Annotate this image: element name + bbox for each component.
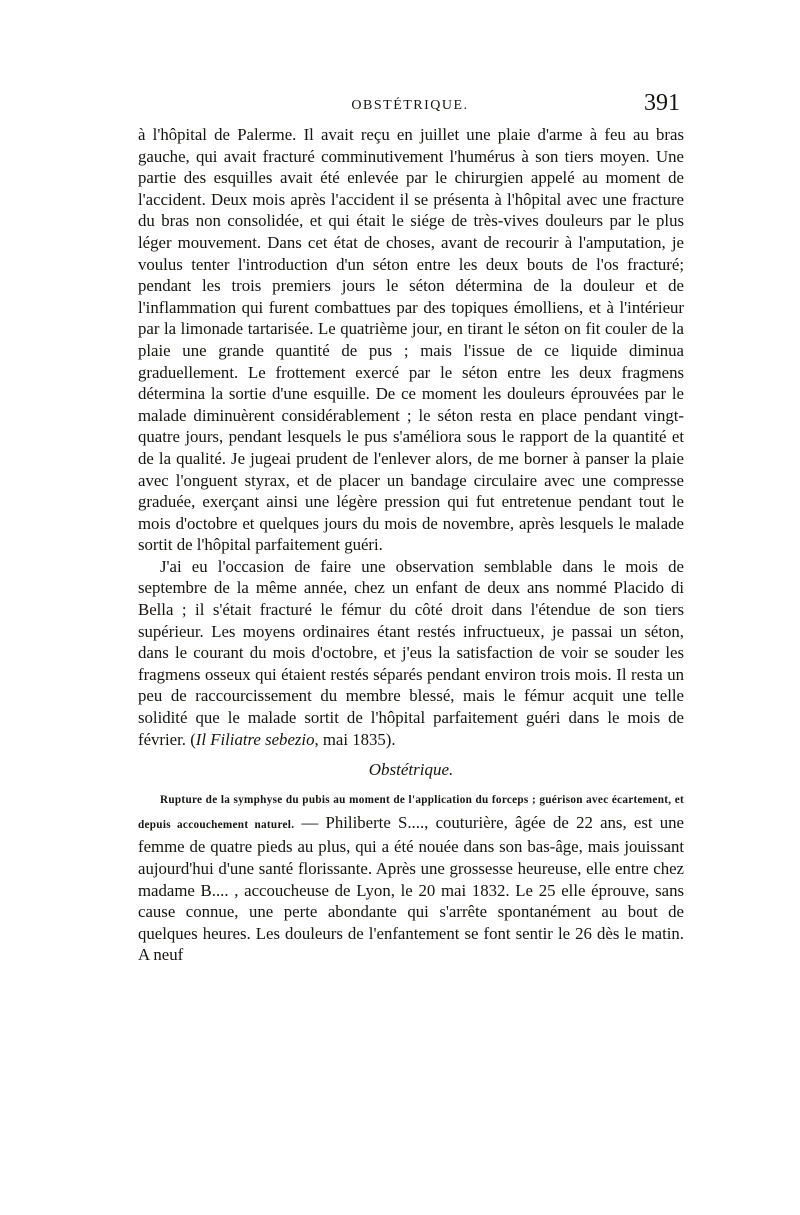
paragraph [138, 124, 684, 556]
article-title: Rupture de la symphyse du pubis au moment de l'application du forceps ; guérison avec écartement, et depuis accouchement naturel. [138, 794, 684, 831]
article-paragraph [138, 787, 684, 966]
running-head: OBSTÉTRIQUE. [351, 98, 469, 113]
article-text: — Philiberte S...., couturière, âgée de 22 ans, est une femme de quatre pieds au plus, qui a été nouée dans son bas-âge, mais jouissant aujourd'hui d'une santé florissante. Après une grossesse heureuse, elle entre chez madame B.... , accoucheuse de Lyon, le 20 mai 1832. Le 25 elle éprouve, sans cause connue, une perte abondante qui s'arrête spontanément au bout de quelques heures. Les douleurs de l'enfantement se font sentir le 26 dès le matin. A neuf [138, 812, 684, 965]
citation-open: ( [190, 729, 196, 749]
body-text [138, 124, 684, 966]
citation: Il Filiatre sebezio [195, 729, 315, 749]
paragraph-text: J'ai eu l'occasion de faire une observation semblable dans le mois de septembre de la même année, chez un enfant de deux ans nommé Placido di Bella ; il s'était fracturé le fémur du côté droit dans l'étendue de son tiers supérieur. Les moyens ordinaires étant restés infructueux, je passai un séton, dans le courant du mois d'octobre, et j'eus la satisfaction de voir se souder les fragmens osseux qui étaient restés séparés pendant environ trois mois. Il resta un peu de raccourcissement du membre blessé, mais le fémur acquit une telle solidité que le malade sortit de l'hôpital parfaitement guéri dans le mois de février. [138, 556, 684, 749]
page-number: 391 [644, 90, 680, 116]
paragraph [138, 556, 684, 750]
citation-close: , mai 1835). [314, 729, 396, 749]
paragraph-text: à l'hôpital de Palerme. Il avait reçu en juillet une plaie d'arme à feu au bras gauche, qui avait fracturé comminutivement l'humérus à son tiers moyen. Une partie des esquilles avait été enlevée par le chirurgien appelé au moment de l'accident. Deux mois après l'accident il se présenta à l'hôpital avec une fracture du bras non consolidée, et qui était le siége de très-vives douleurs par le plus léger mouvement. Dans cet état de choses, avant de recourir à l'amputation, je voulus tenter l'introduction d'un séton entre les deux bouts de l'os fracturé; pendant les trois premiers jours le séton détermina de la douleur et de l'inflammation qui furent combattues par des topiques émolliens, et à l'intérieur par la limonade tartarisée. Le quatrième jour, en tirant le séton on fit couler de la plaie une grande quantité de pus ; mais l'issue de ce liquide diminua graduellement. Le frottement exercé par le séton entre les deux fragmens détermina la sortie d'une esquille. De ce moment les douleurs éprouvées par le malade diminuèrent considérablement ; le séton resta en place pendant vingt-quatre jours, pendant lesquels le pus s'améliora sous le rapport de la quantité et de la qualité. Je jugeai prudent de l'enlever alors, de me borner à panser la plaie avec l'onguent styrax, et de placer un bandage circulaire avec une compresse graduée, exerçant ainsi une légère pression qui fut entretenue pendant tout le mois d'octobre et quelques jours du mois de novembre, après lesquels le malade sortit de l'hôpital parfaitement guéri. [138, 125, 684, 555]
section-heading: Obstétrique. [368, 760, 454, 780]
